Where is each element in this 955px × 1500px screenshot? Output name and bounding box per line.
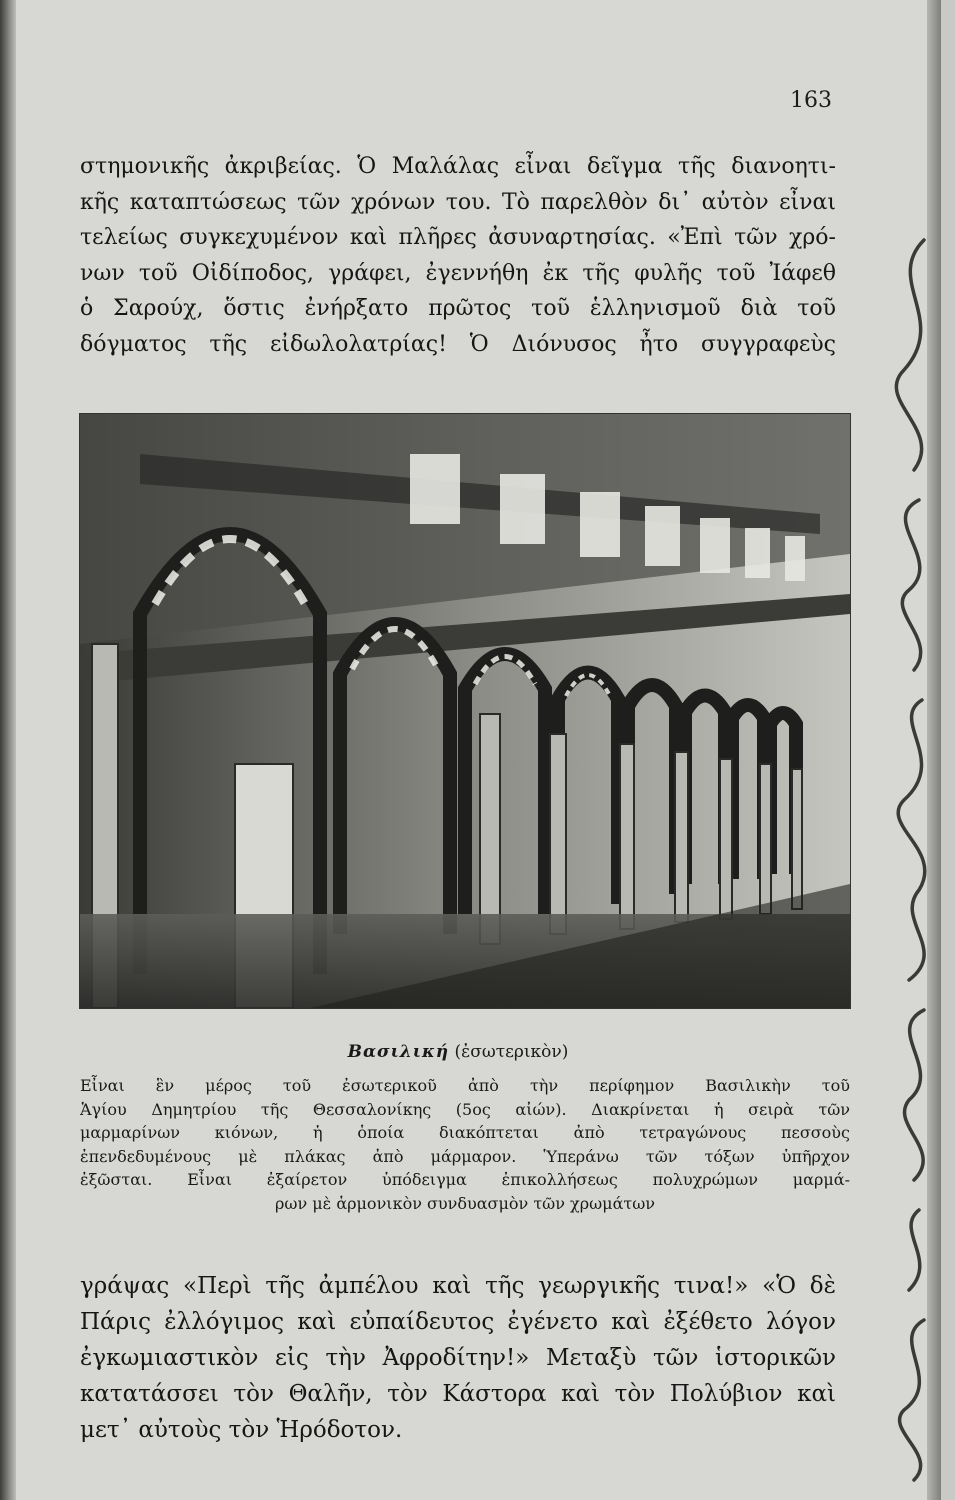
top-paragraph xyxy=(80,149,836,362)
text-line: μετ᾽ αὐτοὺς τὸν Ἡρόδοτον. xyxy=(80,1417,403,1443)
basilica-photo xyxy=(80,414,850,1008)
text-line: γράψας «Περὶ τῆς ἀμπέλου καὶ τῆς γεωργικῆς τινα!» «Ὁ δὲ xyxy=(80,1273,836,1299)
book-binding xyxy=(0,0,16,1500)
text-line: Πάρις ἐλλόγιμος καὶ εὐπαίδευτος ἐγένετο καὶ ἐξέθετο λόγον xyxy=(80,1309,836,1335)
text-line: ὁ Σαρούχ, ὅστις ἐνήρξατο πρῶτος τοῦ ἑλληνισμοῦ διὰ τοῦ xyxy=(80,296,836,321)
figure-title xyxy=(80,1042,836,1062)
caption-line: Εἶναι ἓν μέρος τοῦ ἐσωτερικοῦ ἀπὸ τὴν περίφημον Βασιλικὴν τοῦ xyxy=(80,1076,850,1095)
caption-line: ἐπενδεδυμένους μὲ πλάκας ἀπὸ μάρμαρον. Ὑπεράνω τῶν τόξων ὑπῆρχον xyxy=(80,1146,850,1166)
basilica-interior-image xyxy=(80,414,850,1008)
text-line: στημονικῆς ἀκριβείας. Ὁ Μαλάλας εἶναι δεῖγμα τῆς διανοητι- xyxy=(80,154,836,179)
caption-line: μαρμαρίνων κιόνων, ἡ ὁποία διακόπτεται ἀπὸ τετραγώνους πεσσοὺς xyxy=(80,1123,850,1142)
figure-title-bold: Βασιλική xyxy=(347,1042,450,1062)
text-line: κατατάσσει τὸν Θαλῆν, τὸν Κάστορα καὶ τὸν Πολύβιον καὶ xyxy=(80,1381,836,1407)
text-line: τελείως συγκεχυμένον καὶ πλῆρες ἀσυναρτησίας. «Ἐπὶ τῶν χρό- xyxy=(80,225,836,250)
text-line: κῆς καταπτώσεως τῶν χρόνων του. Τὸ παρελθὸν δι᾽ αὐτὸν εἶναι xyxy=(80,189,836,215)
caption-line: Ἁγίου Δημητρίου τῆς Θεσσαλονίκης (5ος αἰών). Διακρίνεται ἡ σειρὰ τῶν xyxy=(80,1099,850,1119)
caption-line: ρων μὲ ἁρμονικὸν συνδυασμὸν τῶν χρωμάτων xyxy=(274,1193,655,1213)
figure-caption xyxy=(80,1074,850,1215)
page-number: 163 xyxy=(790,88,832,113)
book-page xyxy=(16,0,941,1500)
handwritten-margin-note xyxy=(864,200,955,1490)
figure-subtitle: (ἐσωτερικὸν) xyxy=(454,1042,569,1062)
bottom-paragraph xyxy=(80,1268,836,1448)
caption-line: ἐξῶσται. Εἶναι ἐξαίρετον ὑπόδειγμα ἐπικολλήσεως πολυχρώμων μαρμά- xyxy=(80,1170,850,1189)
text-line: ἐγκωμιαστικὸν εἰς τὴν Ἀφροδίτην!» Μεταξὺ τῶν ἱστορικῶν xyxy=(80,1345,836,1371)
text-line: νων τοῦ Οἰδίποδος, γράφει, ἐγεννήθη ἐκ τῆς φυλῆς τοῦ Ἰάφεθ xyxy=(80,260,836,286)
text-line: δόγματος τῆς εἰδωλολατρίας! Ὁ Διόνυσος ἦτο συγγραφεὺς xyxy=(80,331,836,357)
